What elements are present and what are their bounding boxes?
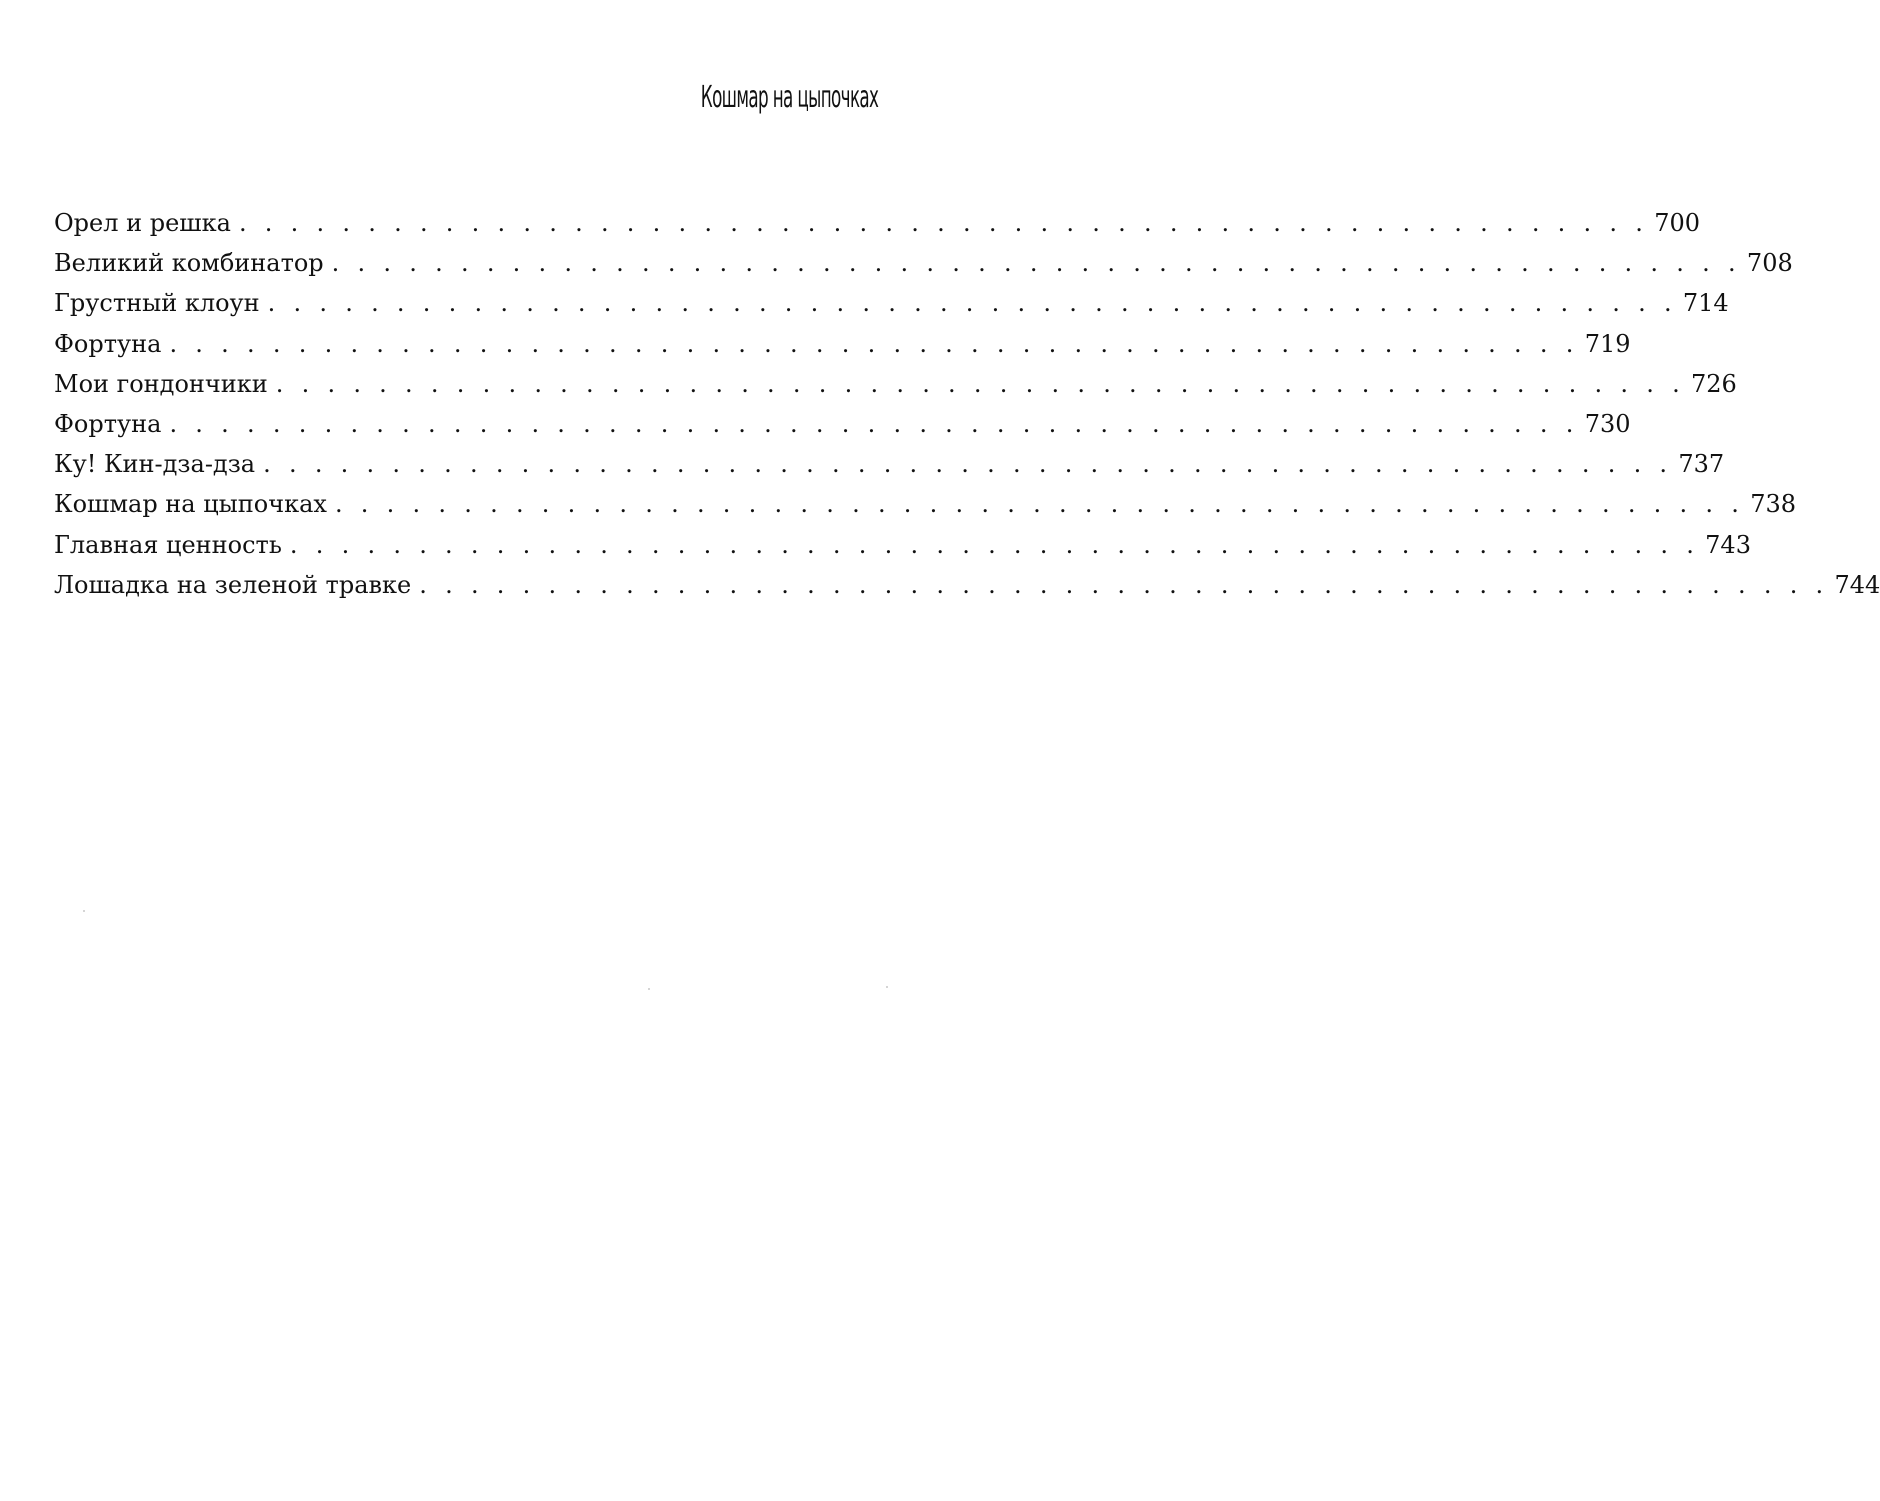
toc-page-number: 714	[1682, 289, 1729, 318]
toc-entry[interactable]	[54, 565, 1880, 605]
toc-entry[interactable]	[54, 364, 1737, 404]
toc-entry-title: Лошадка на зеленой травке	[54, 570, 412, 599]
running-title: Кошмар на цыпочках	[700, 80, 878, 115]
toc-dot-leader: . . . . . . . . . . . . . . . . . . . . . . . . . . . . . . . . . . . . . . . . . . . . . . . . . . . . . . .	[419, 570, 1829, 599]
toc-entry-title: Мои гондончики	[54, 369, 268, 398]
toc-page-number: 708	[1746, 249, 1793, 278]
toc-entry-title: Кошмар на цыпочках	[54, 490, 327, 519]
toc-dot-leader: . . . . . . . . . . . . . . . . . . . . . . . . . . . . . . . . . . . . . . . . . . . . . . . . . . . . . . .	[169, 409, 1579, 438]
table-of-contents	[54, 203, 1880, 605]
toc-page-number: 726	[1691, 369, 1737, 398]
toc-page-number: 719	[1584, 329, 1631, 358]
toc-page-number: 738	[1750, 490, 1796, 519]
toc-dot-leader: . . . . . . . . . . . . . . . . . . . . . . . . . . . . . . . . . . . . . . . . . . . . . . . . . . . . . . .	[289, 530, 1700, 559]
toc-dot-leader: . . . . . . . . . . . . . . . . . . . . . . . . . . . . . . . . . . . . . . . . . . . . . . . . . . . . . . .	[238, 209, 1649, 237]
toc-dot-leader: . . . . . . . . . . . . . . . . . . . . . . . . . . . . . . . . . . . . . . . . . . . . . . . . . . . . . . .	[275, 369, 1685, 398]
toc-dot-leader: . . . . . . . . . . . . . . . . . . . . . . . . . . . . . . . . . . . . . . . . . . . . . . . . . . . . . . .	[169, 329, 1579, 358]
toc-dot-leader: . . . . . . . . . . . . . . . . . . . . . . . . . . . . . . . . . . . . . . . . . . . . . . . . . . . . . . .	[267, 289, 1677, 318]
toc-dot-leader: . . . . . . . . . . . . . . . . . . . . . . . . . . . . . . . . . . . . . . . . . . . . . . . . . . . . . . .	[334, 490, 1745, 519]
toc-entry-title: Фортуна	[54, 409, 162, 438]
toc-dot-leader: . . . . . . . . . . . . . . . . . . . . . . . . . . . . . . . . . . . . . . . . . . . . . . . . . . . . . . .	[263, 450, 1673, 479]
toc-entry[interactable]	[54, 203, 1700, 243]
toc-page-number: 743	[1705, 530, 1751, 559]
toc-entry[interactable]	[54, 243, 1793, 283]
toc-entry[interactable]	[54, 484, 1796, 524]
toc-entry-title: Фортуна	[54, 329, 162, 358]
toc-entry[interactable]	[54, 324, 1631, 364]
scan-speck	[83, 910, 85, 912]
toc-entry[interactable]	[54, 283, 1729, 323]
toc-page-number: 744	[1834, 570, 1880, 599]
toc-entry-title: Великий комбинатор	[54, 249, 324, 278]
toc-page-number: 737	[1678, 450, 1725, 479]
toc-page-number: 700	[1654, 209, 1700, 237]
scan-speck	[648, 988, 650, 990]
toc-entry-title: Грустный клоун	[54, 289, 260, 318]
toc-entry-title: Орел и решка	[54, 209, 231, 237]
toc-dot-leader: . . . . . . . . . . . . . . . . . . . . . . . . . . . . . . . . . . . . . . . . . . . . . . . . . . . . . . .	[331, 249, 1741, 278]
toc-entry[interactable]	[54, 525, 1751, 565]
toc-entry[interactable]	[54, 444, 1725, 484]
toc-entry-title: Ку! Кин-дза-дза	[54, 450, 256, 479]
toc-entry-title: Главная ценность	[54, 530, 282, 559]
toc-page-number: 730	[1584, 409, 1631, 438]
toc-entry[interactable]	[54, 404, 1631, 444]
scan-speck	[886, 986, 888, 988]
